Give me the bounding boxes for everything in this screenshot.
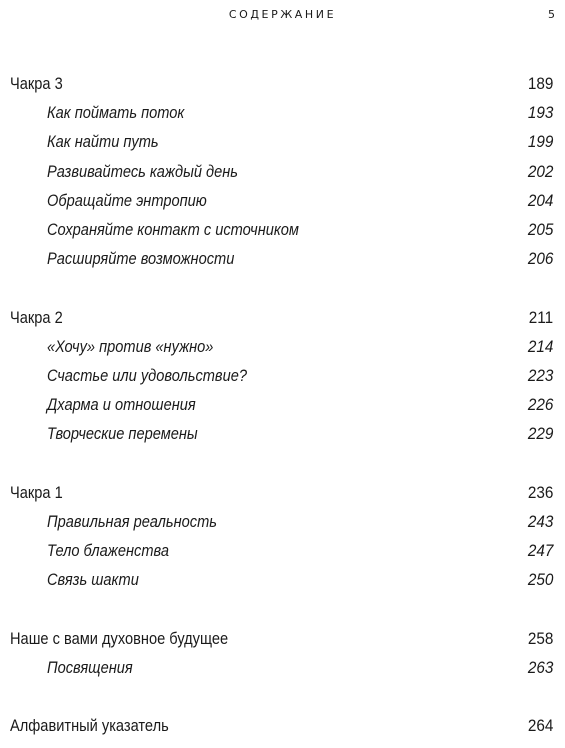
page-number: 5 bbox=[548, 8, 555, 21]
toc-entry-title: Расширяйте возможности bbox=[47, 249, 235, 269]
toc-entry bbox=[0, 627, 565, 651]
toc-subentry bbox=[0, 539, 565, 563]
toc-subentry bbox=[0, 568, 565, 592]
toc-entry-title: Наше с вами духовное будущее bbox=[10, 628, 229, 648]
toc-entry-title: Творческие перемены bbox=[47, 424, 198, 444]
toc-entry-title: Развивайтесь каждый день bbox=[47, 161, 238, 181]
toc-entry-page: 214 bbox=[527, 336, 553, 356]
toc-entry-page: 229 bbox=[527, 424, 553, 444]
toc-entry-title: Связь шакти bbox=[47, 570, 139, 590]
toc-subentry bbox=[0, 510, 565, 534]
toc-entry-title: Тело блаженства bbox=[47, 541, 169, 561]
toc-entry-title: Посвящения bbox=[47, 658, 133, 677]
toc-entry-page: 223 bbox=[527, 366, 553, 385]
toc-entry-page: 264 bbox=[527, 716, 553, 736]
toc-subentry bbox=[0, 335, 565, 359]
toc-subentry bbox=[0, 101, 565, 125]
toc-entry-title: «Хочу» против «нужно» bbox=[47, 336, 214, 356]
toc-subentry bbox=[0, 393, 565, 417]
toc-entry bbox=[0, 306, 565, 330]
toc-entry-page: 250 bbox=[527, 570, 553, 590]
toc-subentry bbox=[0, 130, 565, 154]
toc-entry-page: 189 bbox=[527, 74, 553, 93]
toc-entry bbox=[0, 714, 565, 738]
toc-entry-page: 204 bbox=[527, 190, 553, 210]
toc-entry-page: 211 bbox=[528, 307, 553, 327]
toc-entry-page: 236 bbox=[527, 482, 553, 502]
toc-entry-title: Как поймать поток bbox=[47, 103, 185, 123]
toc-entry-page: 247 bbox=[527, 541, 553, 561]
toc-entry bbox=[0, 72, 565, 96]
toc-entry-page: 243 bbox=[527, 512, 553, 531]
toc-subentry bbox=[0, 364, 565, 388]
toc-entry-page: 193 bbox=[527, 103, 553, 123]
toc-entry-page: 199 bbox=[527, 132, 553, 152]
toc-entry-page: 205 bbox=[527, 220, 553, 239]
toc-entry-page: 258 bbox=[527, 628, 553, 648]
toc-entry-page: 206 bbox=[527, 249, 553, 269]
toc-entry-page: 263 bbox=[527, 658, 553, 677]
toc-subentry bbox=[0, 422, 565, 446]
toc-entry-page: 226 bbox=[527, 395, 553, 415]
toc-entry-title: Как найти путь bbox=[47, 132, 159, 152]
running-title: СОДЕРЖАНИЕ bbox=[228, 8, 337, 21]
toc-entry-title: Обращайте энтропию bbox=[47, 190, 207, 210]
toc-subentry bbox=[0, 218, 565, 242]
toc-entry-title: Счастье или удовольствие? bbox=[47, 366, 247, 385]
toc-entry-page: 202 bbox=[527, 161, 553, 181]
toc-entry bbox=[0, 481, 565, 505]
toc-entry-title: Сохраняйте контакт с источником bbox=[47, 220, 299, 239]
toc-subentry bbox=[0, 189, 565, 213]
toc-entry-title: Правильная реальность bbox=[47, 512, 217, 531]
toc-entry-title: Алфавитный указатель bbox=[10, 716, 169, 736]
toc-entry-title: Чакра 1 bbox=[10, 482, 63, 502]
toc-entry-title: Чакра 3 bbox=[10, 74, 63, 93]
toc-subentry bbox=[0, 160, 565, 184]
toc-entry-title: Дхарма и отношения bbox=[47, 395, 196, 415]
toc-subentry bbox=[0, 247, 565, 271]
toc-subentry bbox=[0, 656, 565, 680]
toc-entry-title: Чакра 2 bbox=[10, 307, 63, 327]
